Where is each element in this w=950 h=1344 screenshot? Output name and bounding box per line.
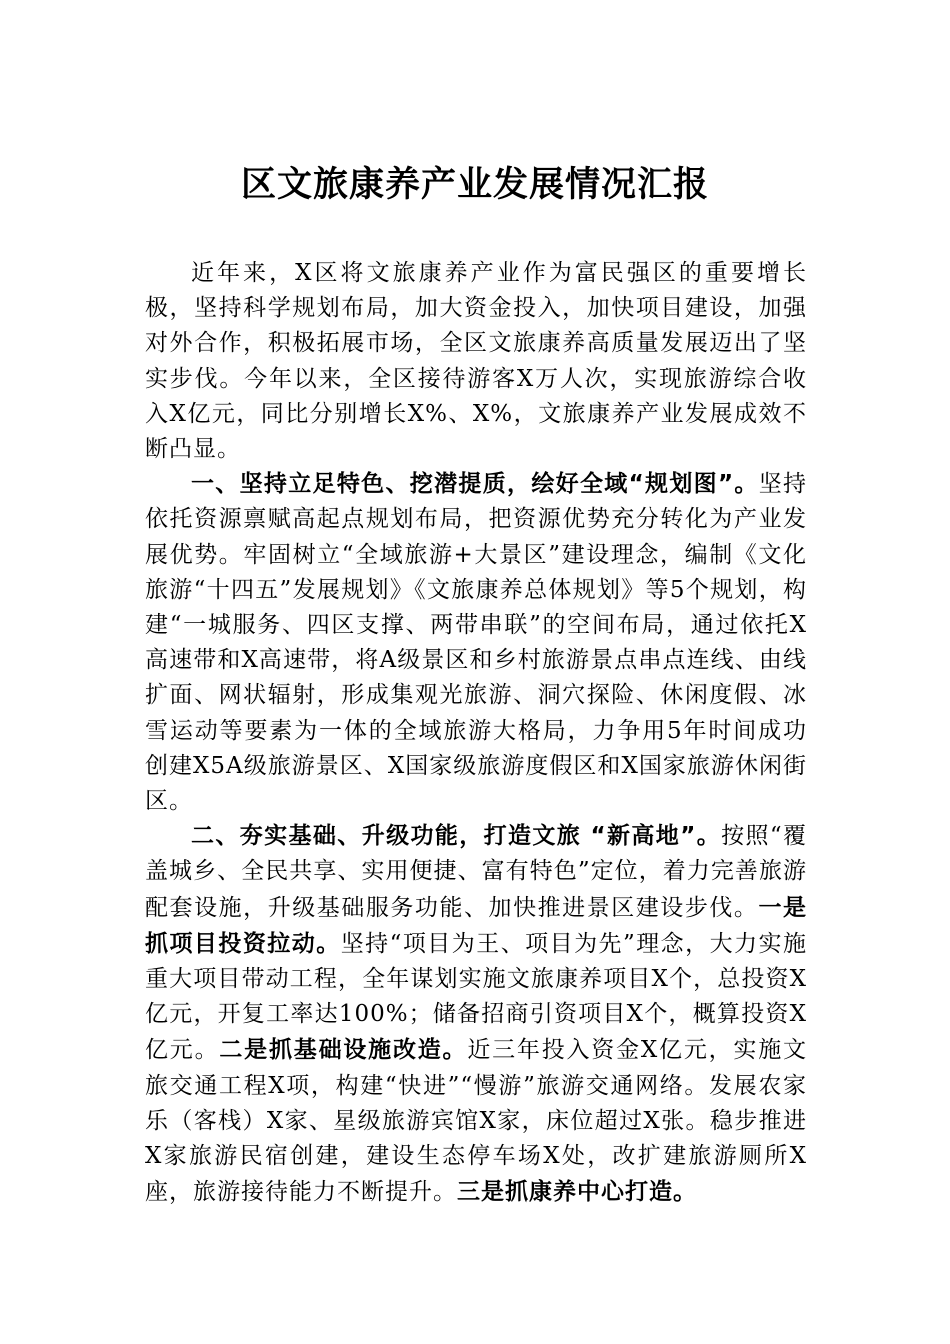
section-one-heading: 一、坚持立足特色、挖潜提质，绘好全域“规划图”。 <box>191 471 759 498</box>
section-two-heading: 二、夯实基础、升级功能，打造文旅 “新高地”。 <box>191 823 722 850</box>
section-two-text-c: 近三年投入资金X亿元，实施文旅交通工程X项，构建“快进”“慢游”旅游交通网络。发展农家乐（客栈）X家、星级旅游宾馆X家，床位超过X张。稳步推进X家旅游民宿创建，建设生态停车场X处，改扩建旅游厕所X座，旅游接待能力不断提升。 <box>145 1037 808 1206</box>
intro-paragraph: 近年来，X区将文旅康养产业作为富民强区的重要增长极，坚持科学规划布局，加大资金投入，加快项目建设，加强对外合作，积极拓展市场，全区文旅康养高质量发展迈出了坚实步伐。今年以来，全区接待游客X万人次，实现旅游综合收入X亿元，同比分别增长X%、X%，文旅康养产业发展成效不断凸显。 <box>145 260 807 463</box>
document-title: 区文旅康养产业发展情况汇报 <box>240 164 709 205</box>
point-one-heading: 一是抓项目投资拉动。 <box>145 893 808 957</box>
section-two-paragraph <box>145 819 807 1210</box>
point-two-heading: 二是抓基础设施改造。 <box>219 1036 468 1064</box>
section-two-text-a: 按照“覆盖城乡、全民共享、实用便捷、富有特色”定位，着力完善旅游配套设施，升级基础服务功能、加快推进景区建设步伐。 <box>145 823 807 921</box>
point-three-heading: 三是抓康养中心打造。 <box>457 1178 697 1206</box>
section-one-text: 坚持依托资源禀赋高起点规划布局，把资源优势充分转化为产业发展优势。牢固树立“全域旅游+大景区”建设理念，编制《文化旅游“十四五”发展规划》《文旅康养总体规划》等5个规划，构建“一城服务、四区支撑、两带串联”的空间布局，通过依托X高速带和X高速带，将A级景区和乡村旅游景点串点连线、由线扩面、网状辐射，形成集观光旅游、洞穴探险、休闲度假、冰雪运动等要素为一体的全域旅游大格局，力争用5年时间成功创建X5A级旅游景区、X国家级旅游度假区和X国家旅游休闲街区。 <box>145 471 807 815</box>
section-one-paragraph <box>145 467 807 819</box>
section-two-text-b: 坚持“项目为王、项目为先”理念，大力实施重大项目带动工程，全年谋划实施文旅康养项目X个，总投资X亿元，开复工率达100%；储备招商引资项目X个，概算投资X亿元。 <box>145 930 807 1064</box>
document-body <box>145 256 807 1210</box>
